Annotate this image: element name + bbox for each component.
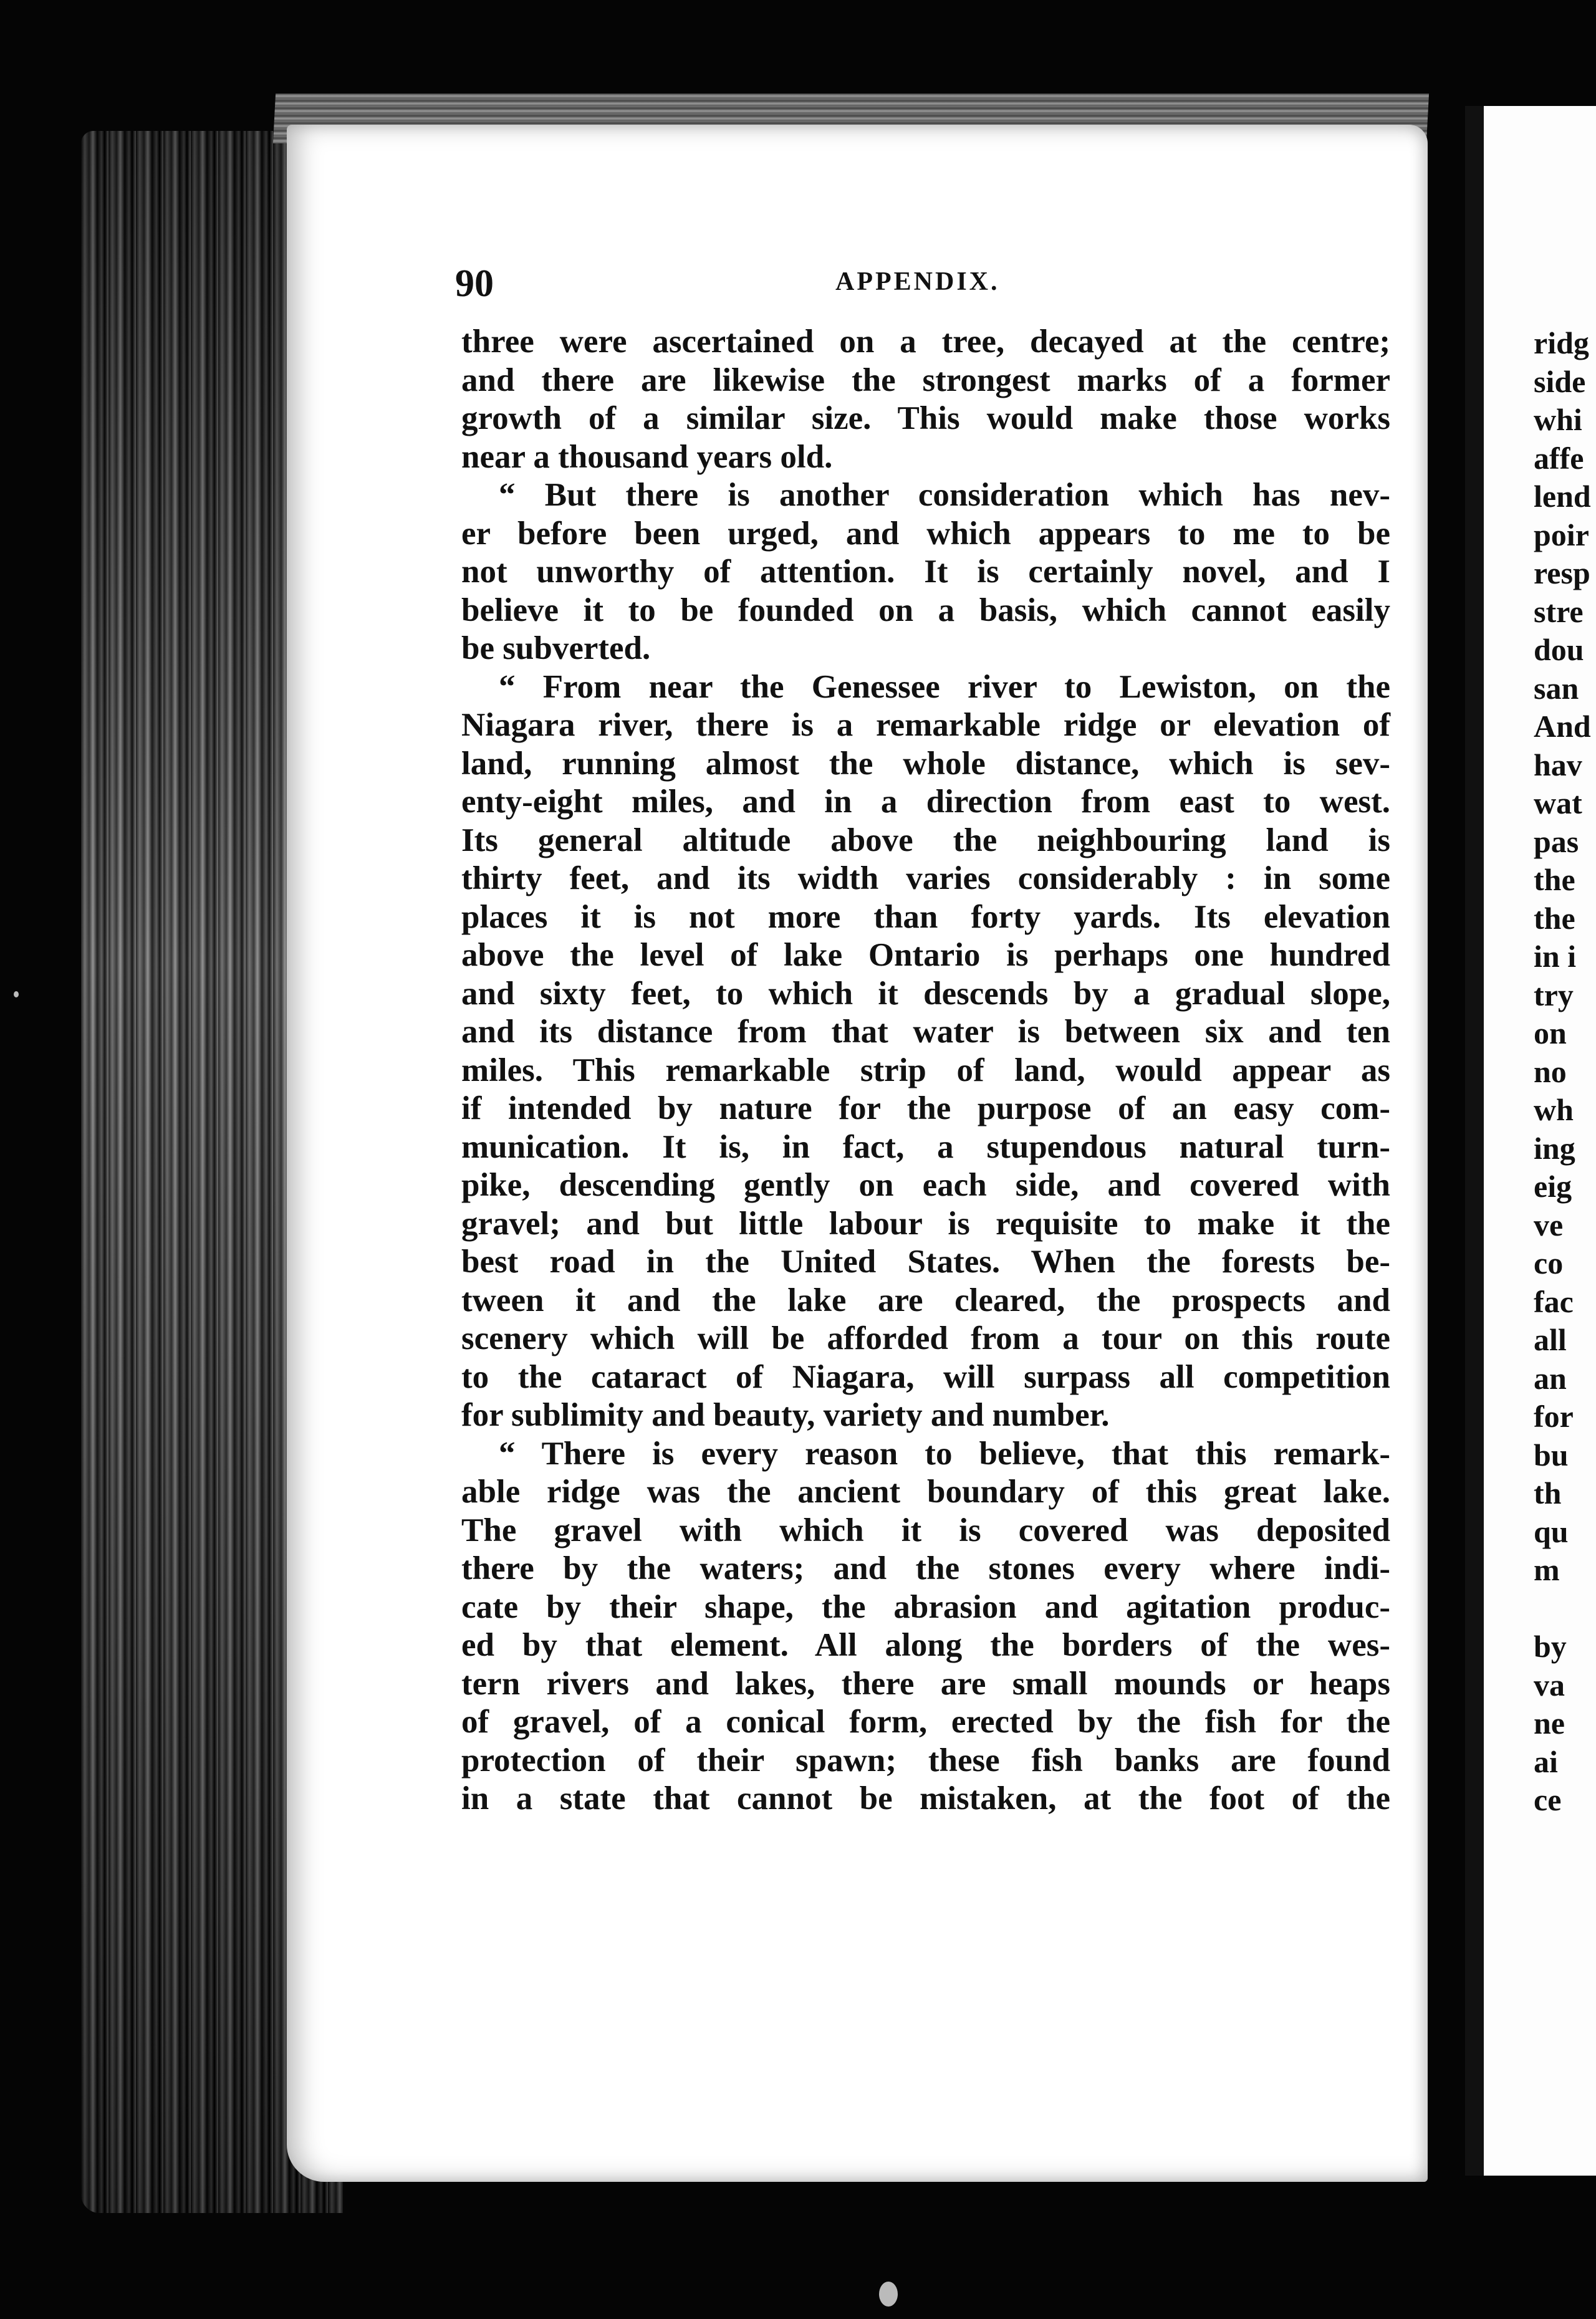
text-line: “ From near the Genessee river to Lewiston, on the [499, 668, 1390, 705]
facing-page-fragment: ridg [1534, 325, 1589, 360]
facing-page-fragment: ne [1534, 1706, 1565, 1740]
facing-page-fragment: ve [1534, 1207, 1564, 1242]
text-line: Niagara river, there is a remarkable ridge or elevation of [461, 707, 1390, 743]
facing-page-fragment: san [1534, 670, 1579, 706]
facing-page-fragment: ing [1534, 1130, 1575, 1166]
text-line: protection of their spawn; these fish banks are found [461, 1742, 1390, 1779]
dust-speck [14, 991, 19, 997]
facing-page-fragment: resp [1534, 555, 1590, 590]
facing-page-fragment: the [1534, 900, 1575, 936]
text-line: scenery which will be afforded from a tour on this route [461, 1320, 1390, 1356]
facing-page-fragment: by [1534, 1629, 1567, 1664]
facing-page-fragment: wh [1534, 1092, 1574, 1127]
facing-page-fragment: whi [1534, 402, 1582, 437]
text-line: and there are likewise the strongest marks of a former [461, 362, 1390, 398]
text-line: thirty feet, and its width varies considerably : in some [461, 860, 1390, 896]
facing-page-fragment: an [1534, 1360, 1567, 1396]
text-line: “ But there is another consideration which has nev- [499, 477, 1390, 513]
text-line: believe it to be founded on a basis, which cannot easily [461, 592, 1390, 628]
text-line: enty-eight miles, and in a direction from east to west. [461, 784, 1390, 820]
facing-page [1465, 106, 1596, 2176]
dust-speck [879, 2282, 898, 2307]
facing-page-fragment: pas [1534, 823, 1579, 859]
text-line: tern rivers and lakes, there are small mounds or heaps [461, 1665, 1390, 1702]
facing-page-fragment: hav [1534, 747, 1582, 782]
text-line: places it is not more than forty yards. Its elevation [461, 898, 1390, 935]
text-line: “ There is every reason to believe, that this remark- [499, 1435, 1390, 1472]
facing-page-fragment: ce [1534, 1782, 1562, 1817]
facing-page-fragment: th [1534, 1476, 1562, 1510]
text-line: in a state that cannot be mistaken, at the foot of the [461, 1780, 1390, 1817]
text-line: The gravel with which it is covered was deposited [461, 1512, 1390, 1548]
facing-page-fragment: try [1534, 977, 1574, 1012]
text-line: best road in the United States. When the forests be- [461, 1244, 1390, 1280]
text-line: three were ascertained on a tree, decayed at the centre; [461, 324, 1390, 360]
facing-page-fragment: lend [1534, 479, 1591, 514]
facing-page-fragment: on [1534, 1015, 1567, 1050]
facing-page-fragment: for [1534, 1399, 1574, 1434]
text-line: of gravel, of a conical form, erected by the fish for the [461, 1704, 1390, 1740]
body-text [461, 323, 1390, 1818]
running-head [455, 262, 1409, 312]
facing-page-fragment: co [1534, 1246, 1564, 1280]
page-number: 90 [455, 262, 494, 305]
text-line: land, running almost the whole distance, which is sev- [461, 745, 1390, 782]
text-line: there by the waters; and the stones every where indi- [461, 1550, 1390, 1587]
text-line: near a thousand years old. [461, 438, 833, 475]
text-line: and its distance from that water is between six and ten [461, 1014, 1390, 1050]
facing-page-fragment: ai [1534, 1744, 1558, 1779]
facing-page-fragment: no [1534, 1054, 1567, 1089]
text-line: miles. This remarkable strip of land, would appear as [461, 1052, 1390, 1088]
facing-page-fragment: poir [1534, 517, 1589, 552]
facing-page-fragment: in i [1534, 939, 1577, 974]
facing-page-fragment: side [1534, 363, 1586, 399]
running-title: APPENDIX. [835, 267, 1000, 296]
facing-page-fragment: va [1534, 1667, 1565, 1702]
facing-page-fragment: wat [1534, 785, 1582, 820]
text-line: able ridge was the ancient boundary of this great lake. [461, 1474, 1390, 1510]
facing-page-fragment: the [1534, 862, 1575, 897]
text-line: cate by their shape, the abrasion and agitation produc- [461, 1588, 1390, 1625]
text-line: not unworthy of attention. It is certainly novel, and I [461, 554, 1390, 590]
text-line: tween it and the lake are cleared, the prospects and [461, 1282, 1390, 1318]
facing-page-fragment: all [1534, 1322, 1567, 1357]
text-line: for sublimity and beauty, variety and number. [461, 1397, 1110, 1433]
facing-page-fragment: bu [1534, 1437, 1569, 1472]
facing-page-fragment: And [1534, 709, 1591, 744]
text-line: and sixty feet, to which it descends by a gradual slope, [461, 975, 1390, 1012]
text-line: growth of a similar size. This would make those works [461, 400, 1390, 436]
facing-page-fragment: dou [1534, 632, 1584, 667]
facing-page-fragment: qu [1534, 1514, 1569, 1549]
facing-page-fragment: stre [1534, 593, 1584, 629]
text-line: ed by that element. All along the borders of the wes- [461, 1627, 1390, 1663]
text-line: er before been urged, and which appears to me to be [461, 515, 1390, 552]
facing-page-fragment: affe [1534, 440, 1584, 476]
text-line: pike, descending gently on each side, and covered with [461, 1167, 1390, 1203]
text-line: to the cataract of Niagara, will surpass all competition [461, 1358, 1390, 1395]
text-line: be subverted. [461, 630, 651, 666]
text-line: munication. It is, in fact, a stupendous natural turn- [461, 1128, 1390, 1165]
facing-page-fragment: m [1534, 1552, 1560, 1587]
text-line: if intended by nature for the purpose of an easy com- [461, 1090, 1390, 1126]
text-line: gravel; and but little labour is requisite to make it the [461, 1205, 1390, 1242]
text-line: Its general altitude above the neighbouring land is [461, 822, 1390, 858]
text-line: above the level of lake Ontario is perhaps one hundred [461, 937, 1390, 973]
facing-page-fragment: eig [1534, 1169, 1572, 1204]
facing-page-fragment: fac [1534, 1284, 1574, 1319]
